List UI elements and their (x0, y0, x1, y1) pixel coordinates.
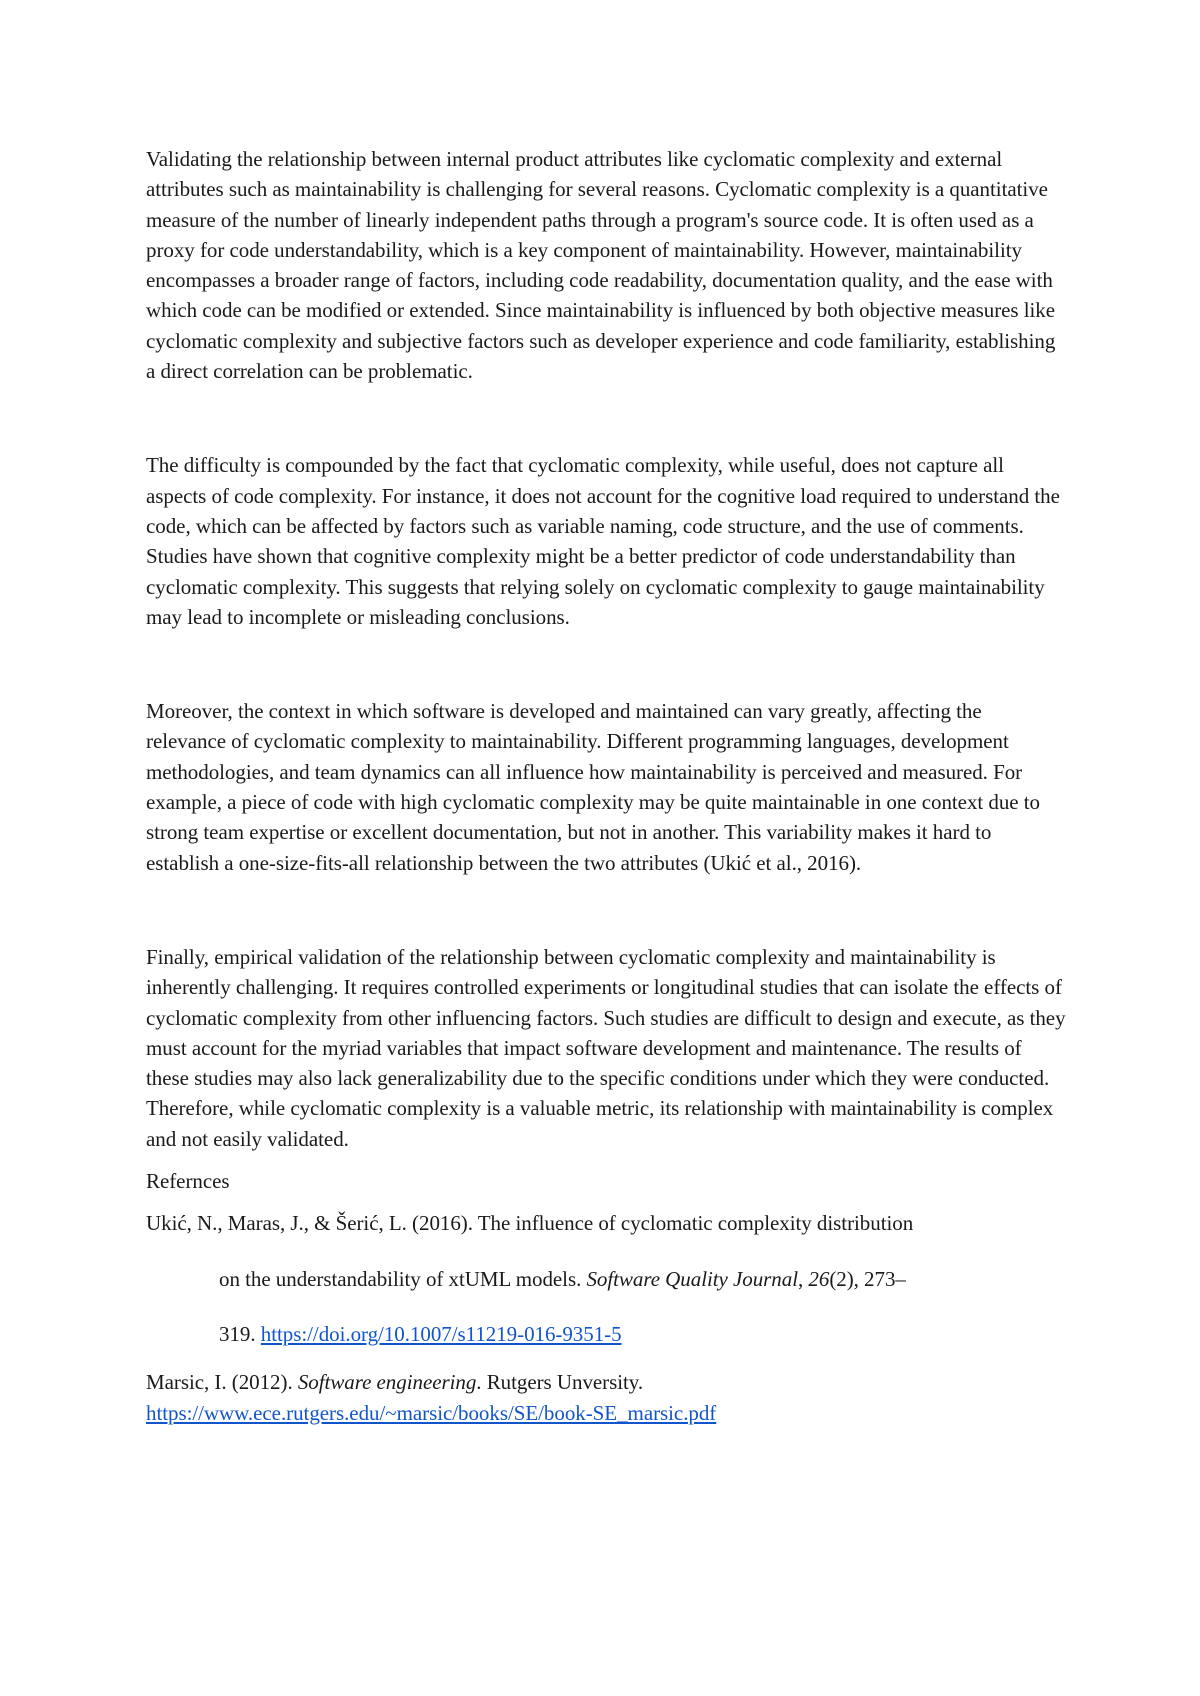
reference-marsic (146, 1367, 1066, 1428)
reference-marsic-url-link[interactable]: https://www.ece.rutgers.edu/~marsic/books/SE/book-SE_marsic.pdf (146, 1400, 717, 1425)
paragraph-4: Finally, empirical validation of the relationship between cyclomatic complexity and maintainability is inherently challenging. It requires controlled experiments or longitudinal studies that can isolate the effects of cyclomatic complexity from other influencing factors. Such studies are difficult to design and execute, as they must account for the myriad variables that impact software development and maintenance. The results of these studies may also lack generalizability due to the specific conditions under which they were conducted. Therefore, while cyclomatic complexity is a valuable metric, its relationship with maintainability is complex and not easily validated. (146, 944, 1066, 1151)
reference-ukic-issue-pages: (2), 273– (829, 1266, 906, 1291)
reference-marsic-author-year: Marsic, I. (2012). (146, 1370, 298, 1395)
reference-ukic-line-1: Ukić, N., Maras, J., & Šerić, L. (2016). The influence of cyclomatic complexity distribution (146, 1211, 914, 1236)
reference-ukic-journal: Software Quality Journal (586, 1266, 798, 1291)
reference-ukic-line-3 (146, 1319, 1066, 1349)
reference-ukic-journal-sep: , (798, 1266, 809, 1291)
reference-ukic (146, 1208, 1066, 1349)
document-body (146, 144, 1066, 1432)
reference-marsic-publisher: . Rutgers Unversity. (476, 1370, 644, 1395)
paragraph-2: The difficulty is compounded by the fact that cyclomatic complexity, while useful, does not capture all aspects of code complexity. For instance, it does not account for the cognitive load required to understand the code, which can be affected by factors such as variable naming, code structure, and the use of comments. Studies have shown that cognitive complexity might be a better predictor of code understandability than cyclomatic complexity. This suggests that relying solely on cyclomatic complexity to gauge maintainability may lead to incomplete or misleading conclusions. (146, 453, 1060, 629)
references-heading: Refernces (146, 1169, 230, 1194)
reference-ukic-pages-end: 319. (219, 1321, 261, 1346)
reference-ukic-line-2 (146, 1264, 1066, 1294)
reference-marsic-title: Software engineering (297, 1370, 477, 1395)
reference-marsic-line-2 (146, 1398, 1066, 1428)
reference-ukic-title: on the understandability of xtUML models. (219, 1266, 587, 1291)
paragraph-1: Validating the relationship between internal product attributes like cyclomatic complexity and external attributes such as maintainability is challenging for several reasons. Cyclomatic complexity is a quantitative measure of the number of linearly independent paths through a program's source code. It is often used as a proxy for code understandability, which is a key component of maintainability. However, maintainability encompasses a broader range of factors, including code readability, documentation quality, and the ease with which code can be modified or extended. Since maintainability is influenced by both objective measures like cyclomatic complexity and subjective factors such as developer experience and code familiarity, establishing a direct correlation can be problematic. (146, 147, 1056, 384)
reference-ukic-doi-link[interactable]: https://doi.org/10.1007/s11219-016-9351-5 (260, 1321, 622, 1346)
reference-marsic-line-1 (146, 1367, 1066, 1397)
paragraph-3: Moreover, the context in which software is developed and maintained can vary greatly, affecting the relevance of cyclomatic complexity to maintainability. Different programming languages, development methodologies, and team dynamics can all influence how maintainability is perceived and measured. For example, a piece of code with high cyclomatic complexity may be quite maintainable in one context due to strong team expertise or excellent documentation, but not in another. This variability makes it hard to establish a one-size-fits-all relationship between the two attributes (Ukić et al., 2016). (146, 699, 1040, 875)
reference-ukic-volume: 26 (808, 1266, 830, 1291)
